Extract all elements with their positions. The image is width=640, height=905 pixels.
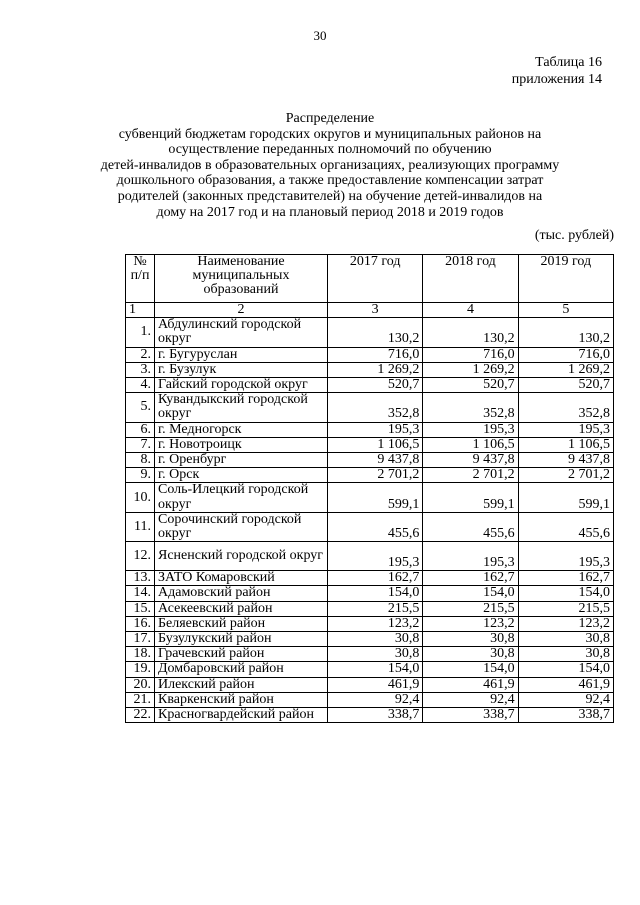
- table-row: [126, 512, 614, 541]
- value-2018: 352,8: [423, 393, 518, 422]
- row-number: 20.: [126, 677, 155, 692]
- value-2017: 1 106,5: [328, 437, 423, 452]
- header-num: № п/п: [126, 255, 155, 303]
- value-2019: 195,3: [518, 422, 613, 437]
- value-2018: 1 106,5: [423, 437, 518, 452]
- table-row: [126, 437, 614, 452]
- appendix-reference: [512, 54, 602, 88]
- value-2017: 154,0: [328, 586, 423, 601]
- heading-line: родителей (законных представителей) на обучение детей-инвалидов на: [117, 188, 543, 204]
- column-index-row: [126, 303, 614, 318]
- row-number: 14.: [126, 586, 155, 601]
- value-2017: 352,8: [328, 393, 423, 422]
- value-2019: 599,1: [518, 483, 613, 512]
- municipality-name: Ясненский городской округ: [155, 542, 328, 571]
- municipality-name: Адамовский район: [155, 586, 328, 601]
- value-2019: 455,6: [518, 512, 613, 541]
- table-row: [126, 483, 614, 512]
- value-2017: 1 269,2: [328, 362, 423, 377]
- value-2019: 154,0: [518, 662, 613, 677]
- value-2019: 1 106,5: [518, 437, 613, 452]
- column-index: 1: [126, 303, 155, 318]
- value-2019: 2 701,2: [518, 468, 613, 483]
- value-2018: 520,7: [423, 378, 518, 393]
- value-2019: 130,2: [518, 318, 613, 347]
- value-2019: 162,7: [518, 571, 613, 586]
- value-2017: 195,3: [328, 422, 423, 437]
- subvention-table: [125, 254, 614, 723]
- table-row: [126, 378, 614, 393]
- table-row: [126, 647, 614, 662]
- row-number: 15.: [126, 601, 155, 616]
- table-row: [126, 662, 614, 677]
- value-2018: 92,4: [423, 692, 518, 707]
- heading-line: Распределение: [285, 111, 375, 126]
- municipality-name: Грачевский район: [155, 647, 328, 662]
- value-2019: 30,8: [518, 647, 613, 662]
- value-2019: 123,2: [518, 616, 613, 631]
- table-row: [126, 347, 614, 362]
- value-2019: 30,8: [518, 632, 613, 647]
- municipality-name: Красногвардейский район: [155, 708, 328, 723]
- municipality-name: Илекский район: [155, 677, 328, 692]
- row-number: 12.: [126, 542, 155, 571]
- header-2018: 2018 год: [423, 255, 518, 303]
- table-row: [126, 393, 614, 422]
- column-index: 5: [518, 303, 613, 318]
- value-2018: 195,3: [423, 422, 518, 437]
- value-2019: 195,3: [518, 542, 613, 571]
- page-number: 30: [313, 28, 327, 43]
- value-2017: 30,8: [328, 632, 423, 647]
- value-2018: 2 701,2: [423, 468, 518, 483]
- table-row: [126, 616, 614, 631]
- header-2019: 2019 год: [518, 255, 613, 303]
- value-2019: 338,7: [518, 708, 613, 723]
- municipality-name: Бузулукский район: [155, 632, 328, 647]
- table-row: [126, 692, 614, 707]
- value-2018: 9 437,8: [423, 453, 518, 468]
- column-index: 2: [155, 303, 328, 318]
- value-2019: 92,4: [518, 692, 613, 707]
- municipality-name: г. Орск: [155, 468, 328, 483]
- appendix-label: приложения 14: [511, 72, 602, 87]
- value-2017: 30,8: [328, 647, 423, 662]
- table-row: [126, 453, 614, 468]
- row-number: 10.: [126, 483, 155, 512]
- value-2017: 130,2: [328, 318, 423, 347]
- municipality-name: Домбаровский район: [155, 662, 328, 677]
- value-2017: 461,9: [328, 677, 423, 692]
- value-2019: 520,7: [518, 378, 613, 393]
- row-number: 21.: [126, 692, 155, 707]
- municipality-name: Гайский городской округ: [155, 378, 328, 393]
- value-2019: 461,9: [518, 677, 613, 692]
- municipality-name: Беляевский район: [155, 616, 328, 631]
- value-2019: 1 269,2: [518, 362, 613, 377]
- table-row: [126, 601, 614, 616]
- value-2018: 30,8: [423, 647, 518, 662]
- value-2018: 461,9: [423, 677, 518, 692]
- value-2018: 195,3: [423, 542, 518, 571]
- municipality-name: ЗАТО Комаровский: [155, 571, 328, 586]
- municipality-name: г. Медногорск: [155, 422, 328, 437]
- value-2018: 338,7: [423, 708, 518, 723]
- table-row: [126, 586, 614, 601]
- value-2017: 123,2: [328, 616, 423, 631]
- value-2017: 162,7: [328, 571, 423, 586]
- value-2017: 215,5: [328, 601, 423, 616]
- municipality-name: Соль-Илецкий городской округ: [155, 483, 328, 512]
- row-number: 8.: [126, 453, 155, 468]
- value-2018: 162,7: [423, 571, 518, 586]
- table-row: [126, 677, 614, 692]
- row-number: 9.: [126, 468, 155, 483]
- table-row: [126, 362, 614, 377]
- value-2018: 154,0: [423, 586, 518, 601]
- heading-line: дошкольного образования, а также предоставление компенсации затрат: [116, 173, 544, 189]
- value-2018: 30,8: [423, 632, 518, 647]
- table-row: [126, 422, 614, 437]
- municipality-name: г. Новотроицк: [155, 437, 328, 452]
- municipality-name: Асекеевский район: [155, 601, 328, 616]
- value-2017: 195,3: [328, 542, 423, 571]
- municipality-name: г. Бузулук: [155, 362, 328, 377]
- row-number: 16.: [126, 616, 155, 631]
- value-2017: 455,6: [328, 512, 423, 541]
- column-index: 3: [328, 303, 423, 318]
- table-row: [126, 542, 614, 571]
- units-label: (тыс. рублей): [534, 228, 614, 243]
- heading-line: детей-инвалидов в образовательных организациях, реализующих программу: [100, 157, 560, 173]
- municipality-name: Сорочинский городской округ: [155, 512, 328, 541]
- municipality-name: г. Оренбург: [155, 453, 328, 468]
- municipality-name: Кувандыкский городской округ: [155, 393, 328, 422]
- value-2018: 215,5: [423, 601, 518, 616]
- row-number: 7.: [126, 437, 155, 452]
- value-2018: 123,2: [423, 616, 518, 631]
- value-2017: 2 701,2: [328, 468, 423, 483]
- value-2017: 9 437,8: [328, 453, 423, 468]
- value-2019: 716,0: [518, 347, 613, 362]
- header-2017: 2017 год: [328, 255, 423, 303]
- value-2017: 520,7: [328, 378, 423, 393]
- row-number: 18.: [126, 647, 155, 662]
- row-number: 13.: [126, 571, 155, 586]
- value-2019: 154,0: [518, 586, 613, 601]
- table-row: [126, 571, 614, 586]
- heading-line: осуществление переданных полномочий по обучению: [168, 142, 492, 158]
- value-2019: 9 437,8: [518, 453, 613, 468]
- document-heading: [100, 111, 560, 220]
- table-label: Таблица 16: [535, 55, 602, 70]
- municipality-name: Кваркенский район: [155, 692, 328, 707]
- row-number: 4.: [126, 378, 155, 393]
- value-2018: 455,6: [423, 512, 518, 541]
- value-2017: 338,7: [328, 708, 423, 723]
- value-2017: 716,0: [328, 347, 423, 362]
- header-name: Наименование муниципальных образований: [155, 255, 328, 303]
- row-number: 11.: [126, 512, 155, 541]
- value-2019: 352,8: [518, 393, 613, 422]
- row-number: 17.: [126, 632, 155, 647]
- column-index: 4: [423, 303, 518, 318]
- value-2018: 130,2: [423, 318, 518, 347]
- row-number: 5.: [126, 393, 155, 422]
- value-2019: 215,5: [518, 601, 613, 616]
- table-row: [126, 318, 614, 347]
- row-number: 3.: [126, 362, 155, 377]
- row-number: 1.: [126, 318, 155, 347]
- table-row: [126, 632, 614, 647]
- row-number: 6.: [126, 422, 155, 437]
- row-number: 2.: [126, 347, 155, 362]
- row-number: 19.: [126, 662, 155, 677]
- municipality-name: Абдулинский городской округ: [155, 318, 328, 347]
- value-2018: 716,0: [423, 347, 518, 362]
- value-2018: 154,0: [423, 662, 518, 677]
- table-row: [126, 708, 614, 723]
- value-2018: 599,1: [423, 483, 518, 512]
- table-header-row: [126, 255, 614, 303]
- value-2017: 154,0: [328, 662, 423, 677]
- row-number: 22.: [126, 708, 155, 723]
- value-2018: 1 269,2: [423, 362, 518, 377]
- value-2017: 92,4: [328, 692, 423, 707]
- heading-line: дому на 2017 год и на плановый период 2018 и 2019 годов: [156, 204, 504, 220]
- value-2017: 599,1: [328, 483, 423, 512]
- table-row: [126, 468, 614, 483]
- municipality-name: г. Бугуруслан: [155, 347, 328, 362]
- heading-line: субвенций бюджетам городских округов и муниципальных районов на: [118, 126, 542, 142]
